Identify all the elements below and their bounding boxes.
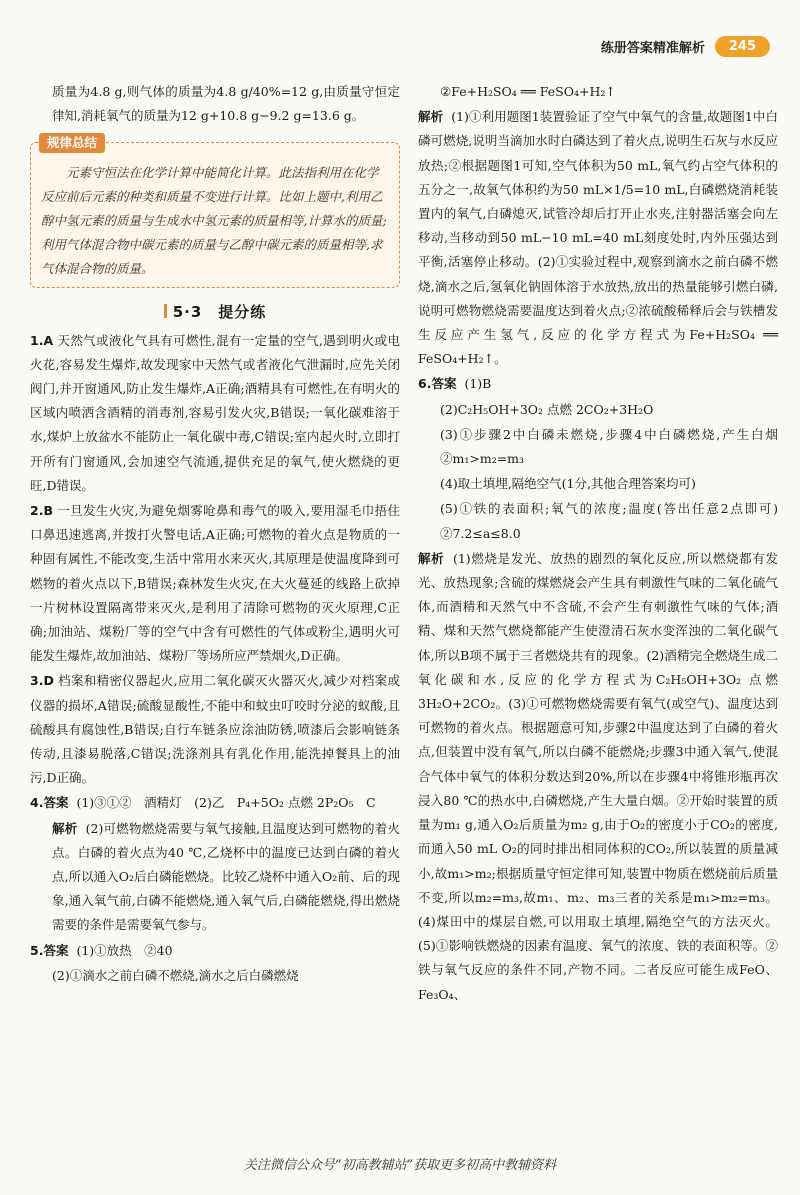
question-number: 2.B xyxy=(30,503,53,519)
answer-text: (1)①放热 ②40 xyxy=(76,942,173,958)
analysis-text: (1)①利用题图1装置验证了空气中氧气的含量,故题图1中白磷可燃烧,说明当滴加水时白磷达到了着火点,说明生石灰与水反应放热;②根据题图1可知,空气体积为50 mL,氧气约占空气体积的五分之一,故氧气体积约为50 mL×1/5=10 mL,白磷燃烧消耗装置内的氧气,白磷熄灭,试管冷却后打开止水夹,注射器活塞会向左移动,当移动到50 mL−10 mL=40 mL刻度处时,内外压强达到平衡,活塞停止移动。(2)①实验过程中,观察到滴水之前白磷不燃烧,滴水之后,氢氧化钠固体溶于水放热,放出的热量能够引燃白磷,说明可燃物燃烧需要温度达到着火点;②浓硫酸稀释后会与铁槽发生反应产生氢气,反应的化学方程式为Fe+H₂SO₄ ══ FeSO₄+H₂↑。 xyxy=(418,109,778,367)
question-text: 档案和精密仪器起火,应用二氧化碳灭火器灭火,减少对档案或仪器的损坏,A错误;硫酸显酸性,不能中和蚊虫叮咬时分泌的蚁酸,且硫酸具有腐蚀性,B错误;自行车链条应涂油防锈,喷漆后会影响链条传动,且漆易脱落,C错误;洗涤剂具有乳化作用,能洗掉餐具上的油污,D正确。 xyxy=(30,673,400,786)
page-number-badge: 245 xyxy=(715,36,770,57)
right-column xyxy=(418,80,791,1008)
answer-line: (5)①铁的表面积;氧气的浓度;温度(答出任意2点即可) ②7.2≤a≤8.0 xyxy=(440,501,791,541)
question-text: 天然气或液化气具有可燃性,混有一定量的空气,遇到明火或电火花,容易发生爆炸,故发现家中天然气或者液化气泄漏时,应先关闭阀门,并开窗通风,防止发生爆炸,A正确;酒精具有可燃性,在有明火的区域内喷洒含酒精的消毒剂,容易引发火灾,B错误;一氧化碳难溶于水,煤炉上放盆水不能防止一氧化碳中毒,C错误;室内起火时,立即打开所有门窗通风,会加速空气流通,提供充足的氧气,使火燃烧的更旺,D错误。 xyxy=(30,332,400,493)
summary-box xyxy=(30,135,400,288)
question-6-analysis xyxy=(418,547,778,1007)
question-3 xyxy=(30,669,400,790)
footer-note: 关注微信公众号“初高教辅站”获取更多初高中教辅资料 xyxy=(243,1158,557,1173)
page-header xyxy=(601,36,770,57)
question-5-analysis xyxy=(418,105,778,371)
header-label: 练册答案精准解析 xyxy=(600,41,705,56)
question-number: 6. xyxy=(418,376,432,392)
answer-line: (4)取土填埋,隔绝空气(1分,其他合理答案均可) xyxy=(440,476,696,492)
answer-line: (2)①滴水之前白磷不燃烧,滴水之后白磷燃烧 xyxy=(52,967,299,983)
analysis-text: (2)可燃物燃烧需要与氧气接触,且温度达到可燃物的着火点。白磷的着火点为40 ℃,乙烧杯中的温度已达到白磷的着火点,所以通入O₂后白磷能燃烧。比较乙烧杯中通入O₂前、后的现象,通入氧气前,白磷不能燃烧,通入氧气后,白磷能燃烧,得出燃烧需要的条件是需要氧气参与。 xyxy=(52,820,400,933)
section-title-text: 5·3 提分练 xyxy=(172,303,267,322)
question-4-answer xyxy=(30,791,400,815)
question-6-answer xyxy=(418,372,778,396)
question-text: 一旦发生火灾,为避免烟雾呛鼻和毒气的吸入,要用湿毛巾捂住口鼻迅速逃离,并拨打火警电话,A正确;可燃物的着火点是物质的一种固有属性,不能改变,生活中常用水来灭火,其原理是使温度降到可燃物的着火点以下,B错误;森林发生火灾,在大火蔓延的线路上砍掉一片树林设置隔离带来灭火,是利用了清除可燃物的灭火原理,C正确;加油站、煤粉厂等的空气中含有可燃性的气体或粉尘,遇明火可能发生爆炸,故加油站、煤粉厂等场所应严禁烟火,D正确。 xyxy=(30,503,400,664)
question-number: 5. xyxy=(30,942,44,958)
question-number: 1.A xyxy=(30,332,54,348)
answer-text: (1)B xyxy=(464,376,492,392)
left-column xyxy=(30,80,400,989)
question-2 xyxy=(30,499,400,668)
answer-tag: 答案 xyxy=(43,942,69,958)
paragraph: 质量为4.8 g,则气体的质量为4.8 g/40%=12 g,由质量守恒定律知,消耗氧气的质量为12 g+10.8 g−9.2 g=13.6 g。 xyxy=(52,84,400,124)
question-1 xyxy=(30,329,400,498)
question-number: 4. xyxy=(30,795,44,811)
analysis-text: (1)燃烧是发光、放热的剧烈的氧化反应,所以燃烧都有发光、放热现象;含硫的煤燃烧会产生具有刺激性气味的二氧化硫气体,而酒精和天然气中不含硫,不会产生有刺激性气味的气体;酒精、煤和天然气燃烧都能产生使澄清石灰水变浑浊的二氧化碳气体,所以B项不属于三者燃烧共有的现象。(2)酒精完全燃烧生成二氧化碳和水,反应的化学方程式为C₂H₅OH+3O₂ 点燃 3H₂O+2CO₂。(3)①可燃物燃烧需要有氧气(或空气)、温度达到可燃物的着火点。根据题意可知,步骤2中温度达到了白磷的着火点,但装置中没有氧气,所以白磷不能燃烧;步骤3中通入氧气,使混合气体中氧气的体积分数达到20%,所以在步骤4中将锥形瓶再次浸入80 ℃的热水中,白磷燃烧,产生大量白烟。②开始时装置的质量为m₁ g,通入O₂后质量为m₂ g,由于O₂的密度小于CO₂的密度,而通入50 mL O₂的同时排出相同体积的CO₂,所以装置的质量减小,故m₁>m₂;根据质量守恒定律可知,装置中物质在燃烧前后质量不变,所以m₂=m₃,故m₁、m₂、m₃三者的关系是m₁>m₂=m₃。(4)煤田中的煤层自燃,可以用取土填埋,隔绝空气的方法灭火。(5)①影响铁燃烧的因素有温度、氧气的浓度、铁的表面积等。②铁与氧气反应的条件不同,产物不同。二者反应可能生成FeO、Fe₃O₄、 xyxy=(418,550,778,1002)
analysis-tag: 解析 xyxy=(418,109,444,125)
question-number: 3.D xyxy=(30,673,54,689)
summary-text: 元素守恒法在化学计算中能简化计算。此法指利用在化学反应前后元素的种类和质量不变进行计算。比如上题中,利用乙醇中氢元素的质量与生成水中氢元素的质量相等,计算水的质量;利用气体混合物中碳元素的质量与乙醇中碳元素的质量相等,求气体混合物的质量。 xyxy=(41,165,387,277)
analysis-tag: 解析 xyxy=(52,820,78,836)
section-bar xyxy=(164,304,167,318)
question-5-answer xyxy=(30,939,400,963)
section-title xyxy=(30,300,400,324)
question-4-analysis xyxy=(30,817,400,938)
answer-line: ②Fe+H₂SO₄ ══ FeSO₄+H₂↑ xyxy=(440,84,616,99)
analysis-tag: 解析 xyxy=(418,550,445,566)
answer-text: (1)③①② 酒精灯 (2)乙 P₄+5O₂ 点燃 2P₂O₅ C xyxy=(76,795,376,811)
answer-line: (2)C₂H₅OH+3O₂ 点燃 2CO₂+3H₂O xyxy=(440,401,654,417)
summary-title: 规律总结 xyxy=(39,133,105,153)
answer-tag: 答案 xyxy=(43,795,69,811)
answer-tag: 答案 xyxy=(431,376,457,392)
answer-line: (3)①步骤2中白磷未燃烧,步骤4中白磷燃烧,产生白烟 ②m₁>m₂=m₃ xyxy=(440,426,791,467)
